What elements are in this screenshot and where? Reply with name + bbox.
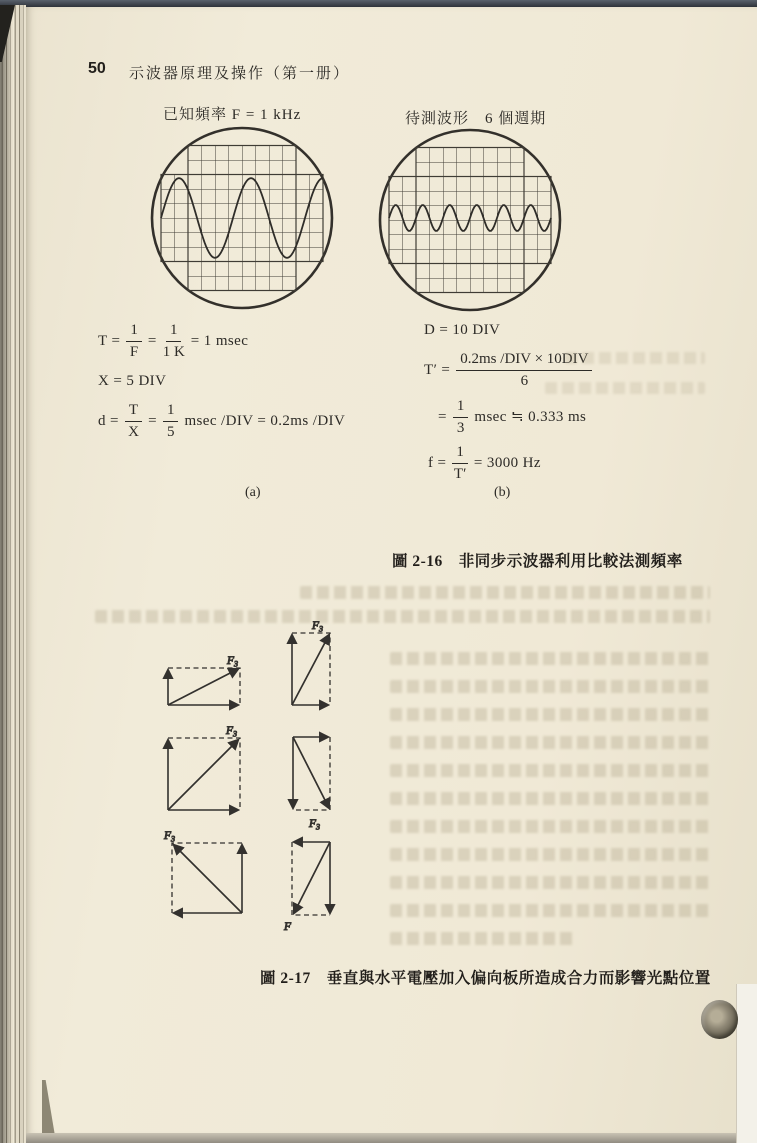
figure-2-17-caption: 圖 2-17 垂直與水平電壓加入偏向板所造成合力而影響光點位置: [260, 970, 711, 987]
formula-line: [421, 318, 711, 344]
binder-hole: [701, 1000, 738, 1039]
scan-bottom-edge: [26, 1133, 757, 1143]
resultant-label: $F_3$: [226, 725, 238, 739]
formulas-panel-b: [421, 318, 711, 491]
panel-b-title: 待測波形 6 個週期: [405, 111, 547, 127]
resultant-label: $F_3$: [312, 620, 324, 634]
formula-text: d =: [98, 412, 119, 429]
formula-text: =: [148, 412, 157, 429]
formula-text: =: [438, 408, 447, 425]
panel-a-title: 已知頻率 F = 1 kHz: [163, 107, 302, 123]
fraction: $\frac{\text{0.2ms /DIV × 10DIV}}{6}$: [456, 351, 592, 391]
force-diagram-5: [163, 830, 242, 913]
resultant-label: $F_3$: [309, 818, 321, 832]
formula-text: = 3000 Hz: [473, 455, 541, 472]
force-diagram-6: [283, 842, 330, 933]
formula-text: f =: [428, 455, 447, 472]
fraction: $\frac{1}{5}$: [163, 402, 179, 442]
formula-line: [95, 369, 415, 395]
formula-text: D = 10 DIV: [424, 322, 501, 339]
panel-a-label: (a): [245, 485, 261, 500]
fraction: $\frac{T}{X}$: [125, 402, 142, 442]
page-stack-edge: [0, 5, 26, 1143]
page-right-backing: [736, 984, 757, 1143]
formula-text: T′ =: [424, 362, 451, 379]
formula-text: =: [147, 333, 157, 350]
fraction: $\frac{1}{3}$: [453, 398, 469, 438]
fraction: $\frac{1}{T'}$: [453, 444, 467, 483]
resultant-label: $F_3$: [164, 830, 176, 844]
fraction: $\frac{1}{1 K}$: [162, 322, 185, 361]
scan-top-edge: [0, 0, 757, 7]
resultant-label: F: [284, 921, 292, 933]
formula-text: msec /DIV = 0.2ms /DIV: [184, 412, 346, 429]
chapter-header: 示波器原理及操作（第一册）: [129, 66, 351, 82]
formula-line: [95, 402, 415, 442]
formula-line: [435, 398, 711, 438]
force-diagram-3: [168, 725, 240, 810]
oscilloscope-screen-a: [136, 126, 348, 318]
force-diagram-4: [293, 737, 330, 832]
formula-text: X = 5 DIV: [98, 372, 167, 389]
panel-b-label: (b): [494, 485, 511, 500]
formula-line: [425, 444, 711, 484]
resultant-label: $F_3$: [227, 655, 239, 669]
oscilloscope-screen-b: [364, 128, 576, 320]
force-diagram-1: [168, 655, 240, 705]
formula-text: T =: [98, 333, 121, 350]
formula-text: = 1 msec: [190, 333, 249, 350]
fraction: $\frac{1}{F}$: [126, 322, 142, 362]
force-diagram-2: [292, 620, 330, 705]
formulas-panel-a: [95, 322, 415, 448]
page-number: 50: [88, 60, 106, 77]
formula-text: msec ≒ 0.333 ms: [474, 408, 587, 425]
formula-line: [95, 322, 415, 362]
graticule-horizontal-band: [161, 175, 323, 262]
figure-2-16-caption: 圖 2-16 非同步示波器利用比較法測頻率: [392, 553, 683, 570]
figure-2-17-diagrams: [148, 608, 352, 938]
